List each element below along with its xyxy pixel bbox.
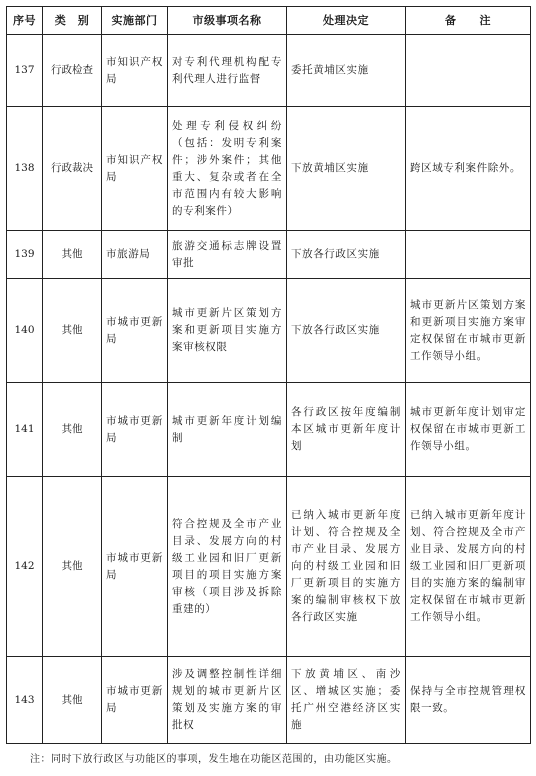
row-item: 涉及调整控制性详细规划的城市更新片区策划及实施方案的审批权 (168, 657, 287, 744)
row-department: 市旅游局 (102, 231, 168, 279)
header-no: 序号 (7, 7, 43, 35)
row-item: 对专利代理机构配专利代理人进行监督 (168, 35, 287, 107)
row-no: 141 (7, 383, 43, 477)
row-department: 市城市更新局 (102, 657, 168, 744)
row-category: 其他 (43, 383, 102, 477)
row-no: 140 (7, 279, 43, 383)
row-category: 行政检查 (43, 35, 102, 107)
row-remark (406, 35, 531, 107)
row-remark: 已纳入城市更新年度计划、符合控规及全市产业目录、发展方向的村级工业园和旧厂更新项目的实施方案的编制审定权保留在市城市更新工作领导小组。 (406, 477, 531, 657)
row-decision: 下放黄埔区、南沙区、增城区实施；委托广州空港经济区实施 (287, 657, 406, 744)
header-remark: 备 注 (406, 7, 531, 35)
row-decision: 下放各行政区实施 (287, 231, 406, 279)
row-category: 其他 (43, 657, 102, 744)
header-category: 类 别 (43, 7, 102, 35)
table-row (7, 107, 531, 231)
row-decision: 委托黄埔区实施 (287, 35, 406, 107)
row-department: 市城市更新局 (102, 383, 168, 477)
row-remark: 城市更新片区策划方案和更新项目实施方案审定权保留在市城市更新工作领导小组。 (406, 279, 531, 383)
row-department: 市城市更新局 (102, 477, 168, 657)
row-decision: 各行政区按年度编制本区城市更新年度计划 (287, 383, 406, 477)
row-no: 138 (7, 107, 43, 231)
row-remark (406, 231, 531, 279)
row-item: 城市更新年度计划编制 (168, 383, 287, 477)
table-row (7, 35, 531, 107)
row-no: 143 (7, 657, 43, 744)
row-decision: 下放黄埔区实施 (287, 107, 406, 231)
row-category: 行政裁决 (43, 107, 102, 231)
row-remark: 跨区域专利案件除外。 (406, 107, 531, 231)
table-row (7, 383, 531, 477)
row-decision: 下放各行政区实施 (287, 279, 406, 383)
row-category: 其他 (43, 231, 102, 279)
header-decision: 处理决定 (287, 7, 406, 35)
header-item: 市级事项名称 (168, 7, 287, 35)
matters-table (6, 6, 531, 744)
table-header (7, 7, 531, 35)
row-remark: 城市更新年度计划审定权保留在市城市更新工作领导小组。 (406, 383, 531, 477)
table-row (7, 279, 531, 383)
row-item: 城市更新片区策划方案和更新项目实施方案审核权限 (168, 279, 287, 383)
row-department: 市城市更新局 (102, 279, 168, 383)
row-no: 142 (7, 477, 43, 657)
row-decision: 已纳入城市更新年度计划、符合控规及全市产业目录、发展方向的村级工业园和旧厂更新项目的实施方案的编制审核权下放各行政区实施 (287, 477, 406, 657)
row-item: 处理专利侵权纠纷（包括：发明专利案件；涉外案件；其他重大、复杂或者在全市范围内有较大影响的专利案件） (168, 107, 287, 231)
row-item: 旅游交通标志牌设置审批 (168, 231, 287, 279)
row-no: 139 (7, 231, 43, 279)
row-remark: 保持与全市控规管理权限一致。 (406, 657, 531, 744)
row-item: 符合控规及全市产业目录、发展方向的村级工业园和旧厂更新项目的项目实施方案审核（项目涉及拆除重建的） (168, 477, 287, 657)
header-department: 实施部门 (102, 7, 168, 35)
row-no: 137 (7, 35, 43, 107)
row-department: 市知识产权局 (102, 35, 168, 107)
row-category: 其他 (43, 279, 102, 383)
row-category: 其他 (43, 477, 102, 657)
table-row (7, 657, 531, 744)
row-department: 市知识产权局 (102, 107, 168, 231)
table-row (7, 477, 531, 657)
footnote: 注：同时下放行政区与功能区的事项，发生地在功能区范围的，由功能区实施。 (30, 754, 398, 765)
table-row (7, 231, 531, 279)
